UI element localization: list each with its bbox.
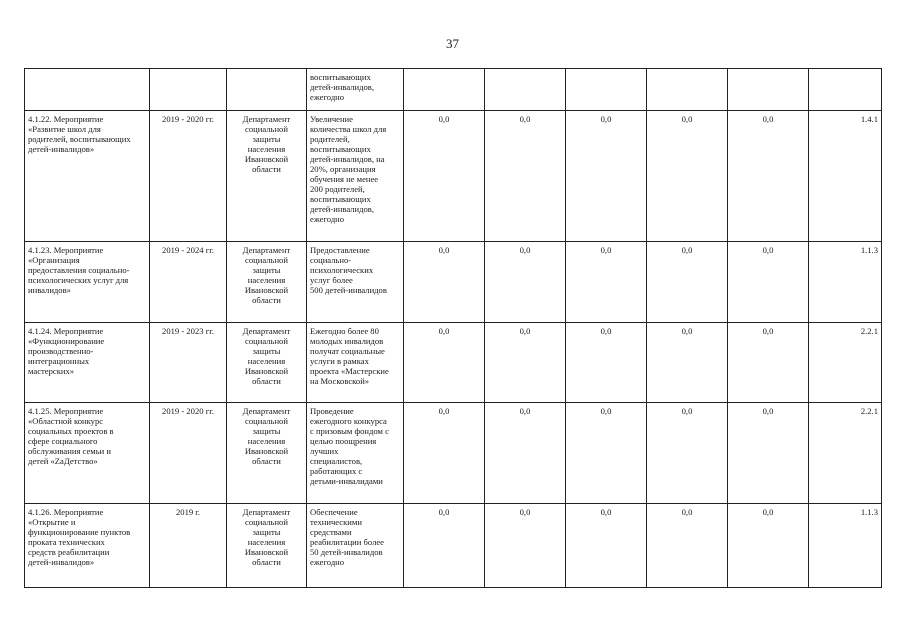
page-number: 37 xyxy=(446,36,459,51)
funding-value-cell-text: 0,0 xyxy=(600,114,612,124)
term-cell xyxy=(150,403,227,504)
indicator-code-cell-text: 1.1.3 xyxy=(860,245,878,255)
funding-value-cell xyxy=(647,111,728,242)
executor-cell xyxy=(227,242,307,323)
funding-value-cell-text: 0,0 xyxy=(600,326,612,336)
executor-cell-text: Департамент социальной защиты населения Ивановской области xyxy=(242,507,291,567)
funding-value-cell-text: 0,0 xyxy=(681,507,693,517)
indicator-code-cell xyxy=(809,323,882,403)
funding-value-cell-text: 0,0 xyxy=(519,406,531,416)
result-cell-text: Предоставление социально- психологических услуг более 500 детей-инвалидов xyxy=(310,245,387,295)
funding-value-cell-text: 0,0 xyxy=(438,507,450,517)
activity-name-cell xyxy=(25,504,150,588)
funding-value-cell xyxy=(485,403,566,504)
executor-cell-text: Департамент социальной защиты населения Ивановской области xyxy=(242,326,291,386)
funding-value-cell xyxy=(404,69,485,111)
activity-name-cell-text: 4.1.23. Мероприятие «Организация предоставления социально- психологических услуг для инвалидов» xyxy=(28,245,130,295)
funding-value-cell-text: 0,0 xyxy=(519,245,531,255)
funding-value-cell xyxy=(728,504,809,588)
term-cell xyxy=(150,504,227,588)
funding-value-cell xyxy=(566,504,647,588)
funding-value-cell-text: 0,0 xyxy=(438,406,450,416)
indicator-code-cell-text: 1.1.3 xyxy=(860,507,878,517)
funding-value-cell-text: 0,0 xyxy=(762,114,774,124)
funding-value-cell xyxy=(728,403,809,504)
activity-name-cell-text: 4.1.26. Мероприятие «Открытие и функционирование пунктов проката технических средств реабилитации детей-инвалидов» xyxy=(28,507,131,567)
executor-cell xyxy=(227,69,307,111)
result-cell xyxy=(307,403,404,504)
program-activities-table xyxy=(24,68,882,588)
table-row xyxy=(25,403,882,504)
funding-value-cell-text: 0,0 xyxy=(519,326,531,336)
table-row xyxy=(25,242,882,323)
executor-cell xyxy=(227,111,307,242)
funding-value-cell xyxy=(728,323,809,403)
indicator-code-cell xyxy=(809,69,882,111)
table-row xyxy=(25,69,882,111)
funding-value-cell-text: 0,0 xyxy=(600,507,612,517)
term-cell xyxy=(150,242,227,323)
result-cell xyxy=(307,504,404,588)
funding-value-cell-text: 0,0 xyxy=(762,245,774,255)
funding-value-cell xyxy=(404,403,485,504)
result-cell-text: воспитывающих детей-инвалидов, ежегодно xyxy=(310,72,375,102)
term-cell-text: 2019 - 2023 гг. xyxy=(162,326,214,336)
executor-cell-text: Департамент социальной защиты населения Ивановской области xyxy=(242,114,291,174)
indicator-code-cell xyxy=(809,111,882,242)
term-cell-text: 2019 г. xyxy=(175,507,201,517)
indicator-code-cell xyxy=(809,403,882,504)
term-cell xyxy=(150,111,227,242)
result-cell xyxy=(307,111,404,242)
activity-name-cell xyxy=(25,69,150,111)
funding-value-cell-text: 0,0 xyxy=(438,114,450,124)
indicator-code-cell-text: 2.2.1 xyxy=(860,406,878,416)
funding-value-cell xyxy=(404,111,485,242)
term-cell-text: 2019 - 2020 гг. xyxy=(162,406,214,416)
table-row xyxy=(25,111,882,242)
term-cell xyxy=(150,69,227,111)
funding-value-cell xyxy=(566,403,647,504)
funding-value-cell xyxy=(566,242,647,323)
term-cell xyxy=(150,323,227,403)
result-cell xyxy=(307,323,404,403)
funding-value-cell-text: 0,0 xyxy=(681,245,693,255)
indicator-code-cell-text: 1.4.1 xyxy=(860,114,878,124)
activity-name-cell xyxy=(25,403,150,504)
funding-value-cell-text: 0,0 xyxy=(519,114,531,124)
funding-value-cell xyxy=(485,323,566,403)
funding-value-cell xyxy=(404,504,485,588)
result-cell xyxy=(307,69,404,111)
funding-value-cell-text: 0,0 xyxy=(762,326,774,336)
funding-value-cell xyxy=(728,69,809,111)
executor-cell xyxy=(227,403,307,504)
funding-value-cell-text: 0,0 xyxy=(762,406,774,416)
funding-value-cell xyxy=(647,504,728,588)
funding-value-cell xyxy=(485,111,566,242)
result-cell-text: Увеличение количества школ для родителей, воспитывающих детей-инвалидов, на 20%, организация обучения не менее 200 родителей, воспитывающих детей-инвалидов, ежегодно xyxy=(310,114,387,224)
funding-value-cell xyxy=(647,69,728,111)
funding-value-cell xyxy=(728,111,809,242)
indicator-code-cell-text: 2.2.1 xyxy=(860,326,878,336)
executor-cell xyxy=(227,323,307,403)
indicator-code-cell xyxy=(809,504,882,588)
funding-value-cell-text: 0,0 xyxy=(681,326,693,336)
executor-cell-text: Департамент социальной защиты населения Ивановской области xyxy=(242,245,291,305)
funding-value-cell xyxy=(566,323,647,403)
funding-value-cell-text: 0,0 xyxy=(600,245,612,255)
funding-value-cell-text: 0,0 xyxy=(762,507,774,517)
funding-value-cell xyxy=(404,242,485,323)
funding-value-cell xyxy=(485,242,566,323)
activity-name-cell-text: 4.1.24. Мероприятие «Функционирование производственно- интеграционных мастерских» xyxy=(28,326,105,376)
funding-value-cell-text: 0,0 xyxy=(600,406,612,416)
funding-value-cell xyxy=(485,504,566,588)
funding-value-cell xyxy=(566,69,647,111)
result-cell-text: Обеспечение техническими средствами реабилитации более 50 детей-инвалидов ежегодно xyxy=(310,507,384,567)
funding-value-cell-text: 0,0 xyxy=(681,114,693,124)
activity-name-cell-text: 4.1.25. Мероприятие «Областной конкурс социальных проектов в сфере социального обслуживания семьи и детей «ZаДетство» xyxy=(28,406,114,466)
funding-value-cell-text: 0,0 xyxy=(519,507,531,517)
funding-value-cell xyxy=(647,242,728,323)
funding-value-cell xyxy=(566,111,647,242)
funding-value-cell xyxy=(728,242,809,323)
funding-value-cell-text: 0,0 xyxy=(438,245,450,255)
activity-name-cell xyxy=(25,323,150,403)
table-row xyxy=(25,323,882,403)
indicator-code-cell xyxy=(809,242,882,323)
activity-name-cell xyxy=(25,111,150,242)
funding-value-cell xyxy=(485,69,566,111)
result-cell-text: Ежегодно более 80 молодых инвалидов получат социальные услуги в рамках проекта «Мастерские на Московской» xyxy=(310,326,389,386)
activity-name-cell xyxy=(25,242,150,323)
funding-value-cell-text: 0,0 xyxy=(681,406,693,416)
funding-value-cell xyxy=(404,323,485,403)
term-cell-text: 2019 - 2020 гг. xyxy=(162,114,214,124)
table-row xyxy=(25,504,882,588)
term-cell-text: 2019 - 2024 гг. xyxy=(162,245,214,255)
funding-value-cell xyxy=(647,323,728,403)
activity-name-cell-text: 4.1.22. Мероприятие «Развитие школ для родителей, воспитывающих детей-инвалидов» xyxy=(28,114,131,154)
result-cell-text: Проведение ежегодного конкурса с призовым фондом с целью поощрения лучших специалистов, работающих с детьми-инвалидами xyxy=(310,406,389,486)
executor-cell-text: Департамент социальной защиты населения Ивановской области xyxy=(242,406,291,466)
executor-cell xyxy=(227,504,307,588)
result-cell xyxy=(307,242,404,323)
funding-value-cell-text: 0,0 xyxy=(438,326,450,336)
funding-value-cell xyxy=(647,403,728,504)
